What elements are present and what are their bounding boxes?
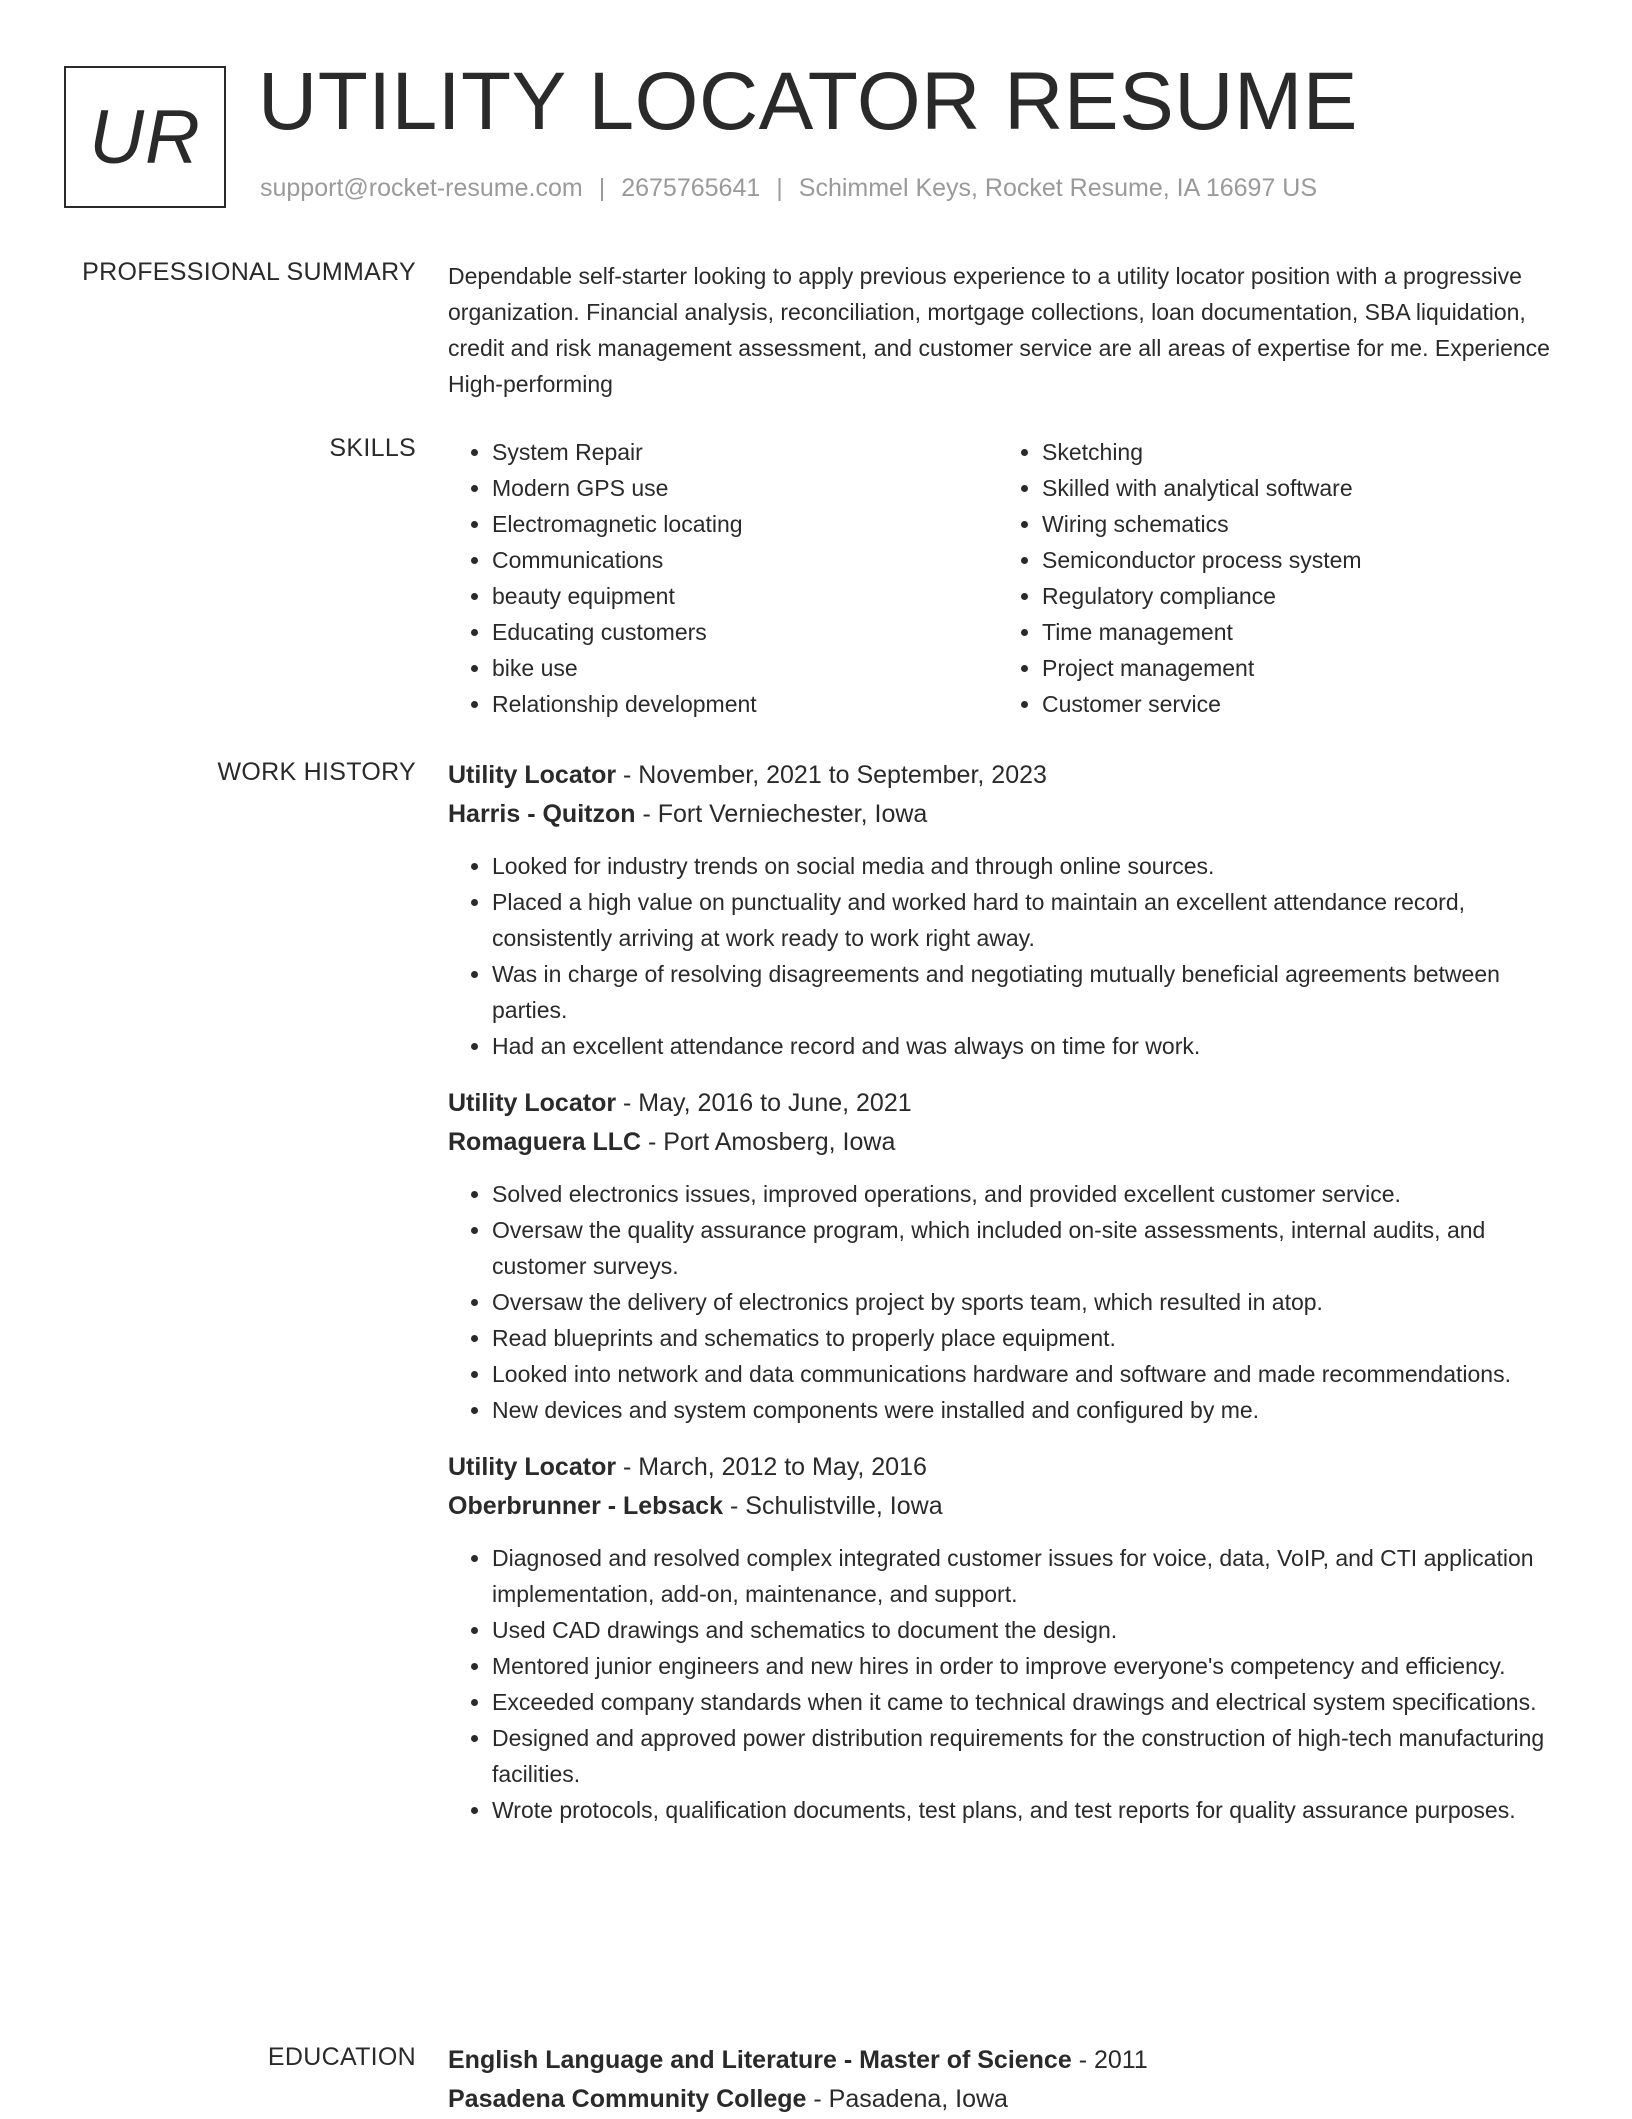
job-entry: [448, 756, 1568, 1064]
skills-list-right: [998, 434, 1548, 722]
job-entry: [448, 1084, 1568, 1428]
summary-heading: PROFESSIONAL SUMMARY: [82, 258, 416, 286]
contact-address: Schimmel Keys, Rocket Resume, IA 16697 US: [798, 174, 1318, 202]
contact-separator: |: [598, 174, 606, 202]
skills-grid: [448, 434, 1568, 722]
job-bullet: • Wrote protocols, qualification documents, test plans, and test reports for quality assurance purposes.: [492, 1792, 1568, 1828]
skill-item: • Educating customers: [492, 614, 998, 650]
skill-item: • Regulatory compliance: [1042, 578, 1548, 614]
job-bullet: • Read blueprints and schematics to properly place equipment.: [492, 1320, 1568, 1356]
job-header: [448, 756, 1568, 834]
skills-heading: SKILLS: [329, 434, 416, 462]
job-header: [448, 1084, 1568, 1162]
job-title: Utility Locator: [448, 1089, 617, 1117]
job-bullet: • Looked into network and data communications hardware and software and made recommendations.: [492, 1356, 1568, 1392]
job-company: Oberbrunner - Lebsack: [448, 1492, 724, 1520]
education-heading: EDUCATION: [267, 2043, 416, 2071]
skill-item: • beauty equipment: [492, 578, 998, 614]
skill-item: • Modern GPS use: [492, 470, 998, 506]
job-bullet: • Was in charge of resolving disagreements and negotiating mutually beneficial agreements between parties.: [492, 956, 1568, 1028]
job-title-line: [448, 1448, 1568, 1487]
job-company-line: [448, 1487, 1568, 1526]
job-bullet: • Looked for industry trends on social media and through online sources.: [492, 848, 1568, 884]
skill-item: • Sketching: [1042, 434, 1548, 470]
page-title: UTILITY LOCATOR RESUME: [258, 56, 1358, 147]
skill-item: • Skilled with analytical software: [1042, 470, 1548, 506]
skill-item: • Time management: [1042, 614, 1548, 650]
job-bullet: • Exceeded company standards when it came to technical drawings and electrical system specifications.: [492, 1684, 1568, 1720]
job-entry: [448, 1448, 1568, 1828]
job-bullet: • Diagnosed and resolved complex integrated customer issues for voice, data, VoIP, and CTI application implementation, add-on, maintenance, and support.: [492, 1540, 1568, 1612]
education-school: Pasadena Community College: [448, 2085, 807, 2113]
job-location: - Port Amosberg, Iowa: [641, 1128, 896, 1156]
skill-item: • Customer service: [1042, 686, 1548, 722]
job-bullets: [448, 1540, 1568, 1828]
education-degree: English Language and Literature - Master of Science: [448, 2046, 1072, 2074]
work-history-body: [448, 756, 1568, 1848]
education-year: - 2011: [1071, 2046, 1148, 2074]
job-dates: - May, 2016 to June, 2021: [616, 1089, 912, 1117]
job-title: Utility Locator: [448, 1453, 617, 1481]
skills-column-right: [998, 434, 1548, 722]
job-company: Romaguera LLC: [448, 1128, 642, 1156]
job-bullet: • Had an excellent attendance record and was always on time for work.: [492, 1028, 1568, 1064]
skill-item: • Relationship development: [492, 686, 998, 722]
job-title-line: [448, 756, 1568, 795]
contact-email[interactable]: support@rocket-resume.com: [260, 174, 583, 202]
job-company: Harris - Quitzon: [448, 800, 636, 828]
monogram-logo: UR: [64, 66, 226, 208]
job-bullets: [448, 848, 1568, 1064]
job-title: Utility Locator: [448, 761, 617, 789]
job-location: - Fort Verniechester, Iowa: [635, 800, 928, 828]
skill-item: • Communications: [492, 542, 998, 578]
job-bullet: • Oversaw the quality assurance program, which included on-site assessments, internal audits, and customer surveys.: [492, 1212, 1568, 1284]
job-dates: - March, 2012 to May, 2016: [616, 1453, 927, 1481]
contact-phone[interactable]: 2675765641: [621, 174, 761, 202]
skill-item: • Electromagnetic locating: [492, 506, 998, 542]
job-bullet: • Used CAD drawings and schematics to document the design.: [492, 1612, 1568, 1648]
education-degree-line: [448, 2041, 1568, 2080]
job-bullet: • Solved electronics issues, improved operations, and provided excellent customer service.: [492, 1176, 1568, 1212]
job-company-line: [448, 795, 1568, 834]
skills-column-left: [448, 434, 998, 722]
contact-line: [260, 174, 1317, 203]
skill-item: • Wiring schematics: [1042, 506, 1548, 542]
job-bullet: • Placed a high value on punctuality and worked hard to maintain an excellent attendance record, consistently arriving at work ready to work right away.: [492, 884, 1568, 956]
skill-item: • System Repair: [492, 434, 998, 470]
job-dates: - November, 2021 to September, 2023: [616, 761, 1047, 789]
skills-list-left: [448, 434, 998, 722]
summary-text: Dependable self-starter looking to apply previous experience to a utility locator position with a progressive organization. Financial analysis, reconciliation, mortgage collections, loan documentation, SBA liquidation, credit and risk management assessment, and customer service are all areas of expertise for me. Experience High-performing: [448, 263, 1550, 397]
job-bullet: • New devices and system components were installed and configured by me.: [492, 1392, 1568, 1428]
education-school-line: [448, 2080, 1568, 2119]
skill-item: • Semiconductor process system: [1042, 542, 1548, 578]
job-location: - Schulistville, Iowa: [723, 1492, 943, 1520]
education-body: [448, 2041, 1568, 2119]
contact-separator: |: [776, 174, 783, 202]
job-bullet: • Oversaw the delivery of electronics project by sports team, which resulted in atop.: [492, 1284, 1568, 1320]
skill-item: • bike use: [492, 650, 998, 686]
work-history-heading: WORK HISTORY: [217, 758, 416, 786]
job-bullets: [448, 1176, 1568, 1428]
education-location: - Pasadena, Iowa: [806, 2085, 1008, 2113]
job-bullet: • Mentored junior engineers and new hires in order to improve everyone's competency and efficiency.: [492, 1648, 1568, 1684]
skill-item: • Project management: [1042, 650, 1548, 686]
skills-body: [448, 434, 1568, 722]
job-bullet: • Designed and approved power distribution requirements for the construction of high-tech manufacturing facilities.: [492, 1720, 1568, 1792]
job-header: [448, 1448, 1568, 1526]
job-company-line: [448, 1123, 1568, 1162]
job-title-line: [448, 1084, 1568, 1123]
